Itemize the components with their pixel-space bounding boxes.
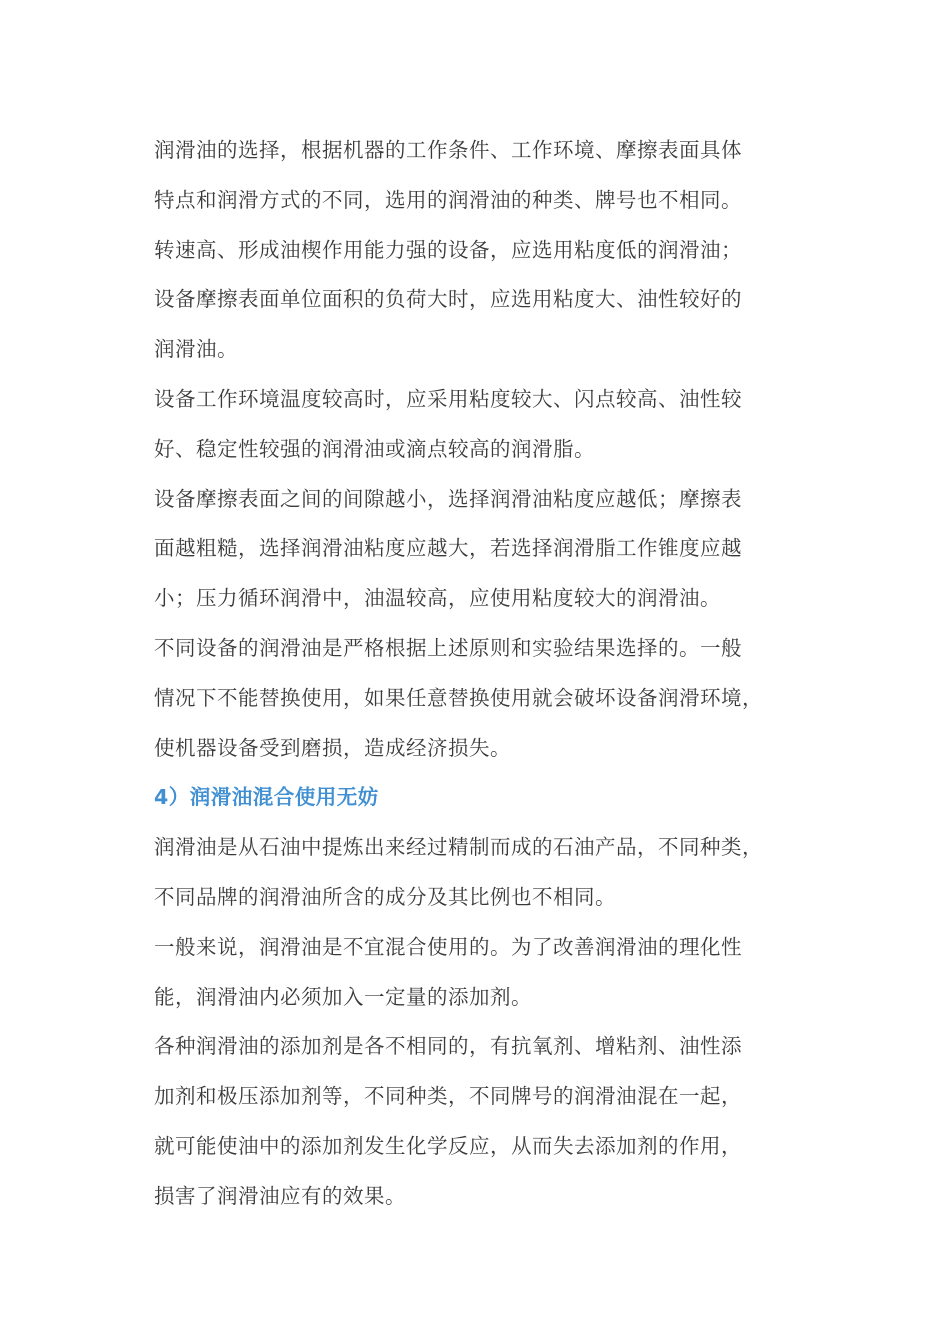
text-line: 特点和润滑方式的不同，选用的润滑油的种类、牌号也不相同。 <box>154 187 742 212</box>
text-line: 小；压力循环润滑中，油温较高，应使用粘度较大的润滑油。 <box>154 586 721 611</box>
text-line: 各种润滑油的添加剂是各不相同的，有抗氧剂、增粘剂、油性添 <box>154 1034 742 1059</box>
text-line: 情况下不能替换使用，如果任意替换使用就会破坏设备润滑环境， <box>154 685 763 710</box>
text-line: 设备工作环境温度较高时，应采用粘度较大、闪点较高、油性较 <box>154 386 742 411</box>
text-line: 转速高、形成油楔作用能力强的设备，应选用粘度低的润滑油； <box>154 237 742 262</box>
text-line: 使机器设备受到磨损，造成经济损失。 <box>154 735 511 760</box>
text-line: 就可能使油中的添加剂发生化学反应，从而失去添加剂的作用， <box>154 1133 742 1158</box>
text-line: 面越粗糙，选择润滑油粘度应越大，若选择润滑脂工作锥度应越 <box>154 536 742 561</box>
text-line: 润滑油。 <box>154 337 238 362</box>
text-line: 好、稳定性较强的润滑油或滴点较高的润滑脂。 <box>154 436 595 461</box>
text-line: 一般来说，润滑油是不宜混合使用的。为了改善润滑油的理化性 <box>154 934 742 959</box>
text-line: 设备摩擦表面单位面积的负荷大时，应选用粘度大、油性较好的 <box>154 287 742 312</box>
text-line: 润滑油是从石油中提炼出来经过精制而成的石油产品，不同种类， <box>154 835 763 860</box>
text-line: 不同设备的润滑油是严格根据上述原则和实验结果选择的。一般 <box>154 635 742 660</box>
text-line: 能，润滑油内必须加入一定量的添加剂。 <box>154 984 532 1009</box>
section-heading: 4）润滑油混合使用无妨 <box>154 785 379 810</box>
text-line: 损害了润滑油应有的效果。 <box>154 1183 406 1208</box>
text-line: 加剂和极压添加剂等，不同种类，不同牌号的润滑油混在一起， <box>154 1084 742 1109</box>
text-line: 设备摩擦表面之间的间隙越小，选择润滑油粘度应越低；摩擦表 <box>154 486 742 511</box>
document-body <box>154 126 814 1222</box>
text-line: 不同品牌的润滑油所含的成分及其比例也不相同。 <box>154 884 616 909</box>
text-line: 润滑油的选择，根据机器的工作条件、工作环境、摩擦表面具体 <box>154 138 742 162</box>
